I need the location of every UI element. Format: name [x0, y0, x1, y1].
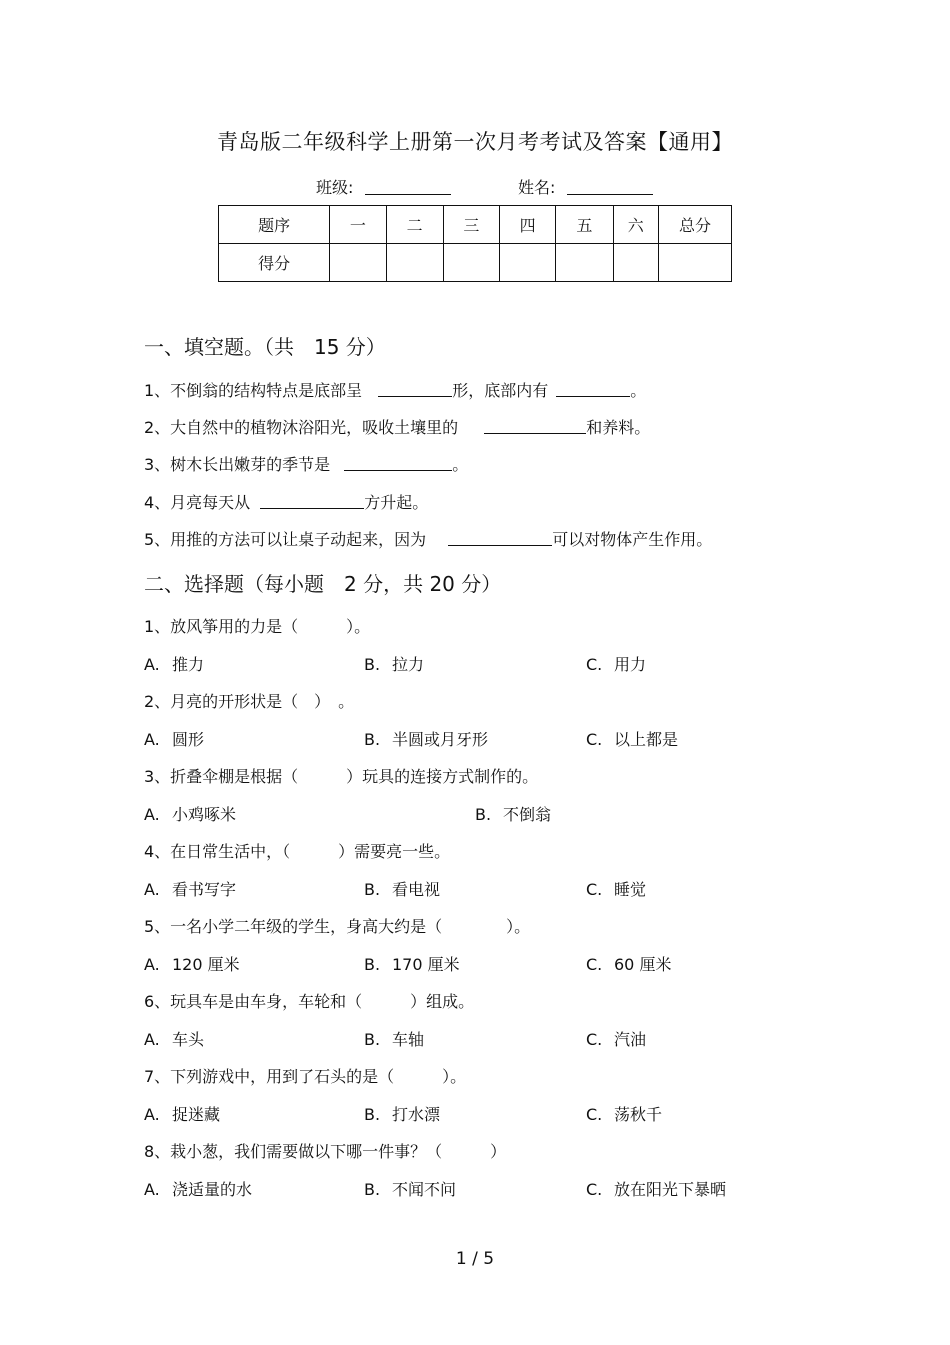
score-table-score-row	[219, 244, 732, 282]
option-key: C.	[586, 880, 603, 899]
score-cell[interactable]	[386, 244, 443, 282]
choice-option-b[interactable]	[364, 652, 424, 675]
score-row-label: 得分	[219, 244, 330, 282]
q2-text-b: 和养料。	[586, 418, 651, 437]
q2-blank[interactable]	[484, 418, 586, 434]
choice-option-c[interactable]	[586, 1027, 646, 1050]
option-text: 荡秋千	[614, 1105, 663, 1124]
q5-text-b: 可以对物体产生作用。	[552, 530, 713, 549]
option-key: B.	[364, 880, 381, 899]
choice-option-a[interactable]	[144, 802, 236, 825]
option-text: 汽油	[614, 1030, 647, 1049]
score-cell[interactable]	[659, 244, 732, 282]
option-text: 小鸡啄米	[172, 805, 237, 824]
option-text: 不倒翁	[503, 805, 552, 824]
name-label: 姓名:	[518, 178, 556, 197]
option-key: B.	[475, 805, 492, 824]
choice-option-b[interactable]	[364, 1027, 424, 1050]
choice-question-stem: 7、下列游戏中，用到了石头的是（ ）。	[144, 1067, 467, 1086]
q1-blank-2[interactable]	[556, 381, 630, 397]
name-blank[interactable]	[567, 178, 653, 195]
fill-question-5	[144, 527, 712, 550]
fill-question-1	[144, 378, 646, 401]
choice-option-a[interactable]	[144, 877, 236, 900]
score-cell[interactable]	[443, 244, 499, 282]
option-key: B.	[364, 1030, 381, 1049]
score-header-cell: 三	[443, 206, 499, 244]
q1-text-a: 1、不倒翁的结构特点是底部呈	[144, 381, 363, 400]
option-text: 打水漂	[392, 1105, 441, 1124]
option-key: B.	[364, 955, 381, 974]
option-key: A.	[144, 730, 160, 749]
option-key: A.	[144, 1105, 160, 1124]
option-text: 不闻不问	[392, 1180, 457, 1199]
fill-question-2	[144, 415, 650, 438]
option-text: 看书写字	[172, 880, 237, 899]
option-key: C.	[586, 1105, 603, 1124]
q1-text-b: 形，底部内有	[452, 381, 549, 400]
option-text: 半圆或月牙形	[392, 730, 489, 749]
option-text: 170 厘米	[392, 955, 460, 974]
choice-option-a[interactable]	[144, 652, 204, 675]
choice-option-c[interactable]	[586, 652, 646, 675]
class-blank[interactable]	[365, 178, 451, 195]
q3-text-b: 。	[452, 455, 469, 474]
q2-text-a: 2、大自然中的植物沐浴阳光，吸收土壤里的	[144, 418, 459, 437]
score-header-cell: 题序	[219, 206, 330, 244]
option-key: A.	[144, 1030, 160, 1049]
choice-question-stem: 3、折叠伞棚是根据（ ）玩具的连接方式制作的。	[144, 767, 539, 786]
option-text: 浇适量的水	[172, 1180, 253, 1199]
choice-question-stem: 6、玩具车是由车身，车轮和（ ）组成。	[144, 992, 475, 1011]
option-key: A.	[144, 955, 160, 974]
score-header-cell: 一	[330, 206, 386, 244]
choice-option-c[interactable]	[586, 1177, 726, 1200]
choice-option-a[interactable]	[144, 727, 204, 750]
fill-question-4	[144, 490, 428, 513]
page-number: 1 / 5	[455, 1249, 495, 1269]
option-text: 车轴	[392, 1030, 425, 1049]
option-text: 用力	[614, 655, 647, 674]
option-key: A.	[144, 1180, 160, 1199]
q4-text-b: 方升起。	[364, 493, 429, 512]
score-cell[interactable]	[500, 244, 556, 282]
choice-option-a[interactable]	[144, 1102, 220, 1125]
option-text: 拉力	[392, 655, 425, 674]
q5-blank[interactable]	[448, 530, 552, 546]
option-key: C.	[586, 1180, 603, 1199]
option-text: 睡觉	[614, 880, 647, 899]
option-text: 60 厘米	[614, 955, 672, 974]
choice-option-c[interactable]	[586, 727, 678, 750]
option-key: A.	[144, 655, 160, 674]
choice-option-b[interactable]	[364, 1102, 440, 1125]
name-field	[518, 175, 653, 198]
q4-text-a: 4、月亮每天从	[144, 493, 251, 512]
choice-option-a[interactable]	[144, 1177, 252, 1200]
choice-option-b[interactable]	[364, 727, 488, 750]
section1-heading: 一、填空题。（共 15 分）	[144, 335, 386, 359]
option-key: C.	[586, 730, 603, 749]
choice-option-b[interactable]	[364, 877, 440, 900]
option-key: C.	[586, 655, 603, 674]
choice-question-stem: 1、放风筝用的力是（ ）。	[144, 617, 371, 636]
choice-option-b[interactable]	[364, 952, 460, 975]
choice-option-a[interactable]	[144, 1027, 204, 1050]
document-title: 青岛版二年级科学上册第一次月考考试及答案【通用】	[217, 130, 733, 154]
score-table-header-row	[219, 206, 732, 244]
fill-question-3	[144, 452, 468, 475]
option-text: 车头	[172, 1030, 205, 1049]
score-header-cell: 总分	[659, 206, 732, 244]
score-cell[interactable]	[330, 244, 386, 282]
option-key: B.	[364, 1105, 381, 1124]
class-field	[316, 175, 451, 198]
choice-question-stem: 5、一名小学二年级的学生，身高大约是（ ）。	[144, 917, 531, 936]
option-key: B.	[364, 655, 381, 674]
option-text: 圆形	[172, 730, 205, 749]
option-text: 捉迷藏	[172, 1105, 221, 1124]
option-key: C.	[586, 955, 603, 974]
option-key: A.	[144, 880, 160, 899]
score-header-cell: 六	[613, 206, 658, 244]
score-header-cell: 五	[556, 206, 613, 244]
option-text: 120 厘米	[172, 955, 240, 974]
score-header-cell: 二	[386, 206, 443, 244]
option-key: B.	[364, 1180, 381, 1199]
option-key: C.	[586, 1030, 603, 1049]
choice-option-c[interactable]	[586, 952, 671, 975]
score-cell[interactable]	[556, 244, 613, 282]
choice-option-b[interactable]	[475, 802, 551, 825]
choice-option-c[interactable]	[586, 1102, 662, 1125]
q1-text-c: 。	[630, 381, 647, 400]
choice-question-stem: 8、栽小葱，我们需要做以下哪一件事？（ ）	[144, 1142, 507, 1161]
section2-heading: 二、选择题（每小题 2 分，共 20 分）	[144, 572, 502, 596]
choice-question-stem: 2、月亮的开形状是（ ） 。	[144, 692, 355, 711]
q1-blank-1[interactable]	[378, 381, 452, 397]
q5-text-a: 5、用推的方法可以让桌子动起来，因为	[144, 530, 427, 549]
option-text: 以上都是	[614, 730, 679, 749]
class-label: 班级:	[316, 178, 354, 197]
option-key: A.	[144, 805, 160, 824]
score-header-cell: 四	[500, 206, 556, 244]
q3-blank[interactable]	[344, 455, 452, 471]
option-text: 放在阳光下暴晒	[614, 1180, 727, 1199]
choice-question-stem: 4、在日常生活中，（ ）需要亮一些。	[144, 842, 451, 861]
score-cell[interactable]	[613, 244, 658, 282]
option-text: 看电视	[392, 880, 441, 899]
option-key: B.	[364, 730, 381, 749]
q4-blank[interactable]	[260, 493, 364, 509]
score-table	[218, 205, 732, 282]
q3-text-a: 3、树木长出嫩芽的季节是	[144, 455, 331, 474]
choice-option-b[interactable]	[364, 1177, 456, 1200]
choice-option-c[interactable]	[586, 877, 646, 900]
option-text: 推力	[172, 655, 205, 674]
choice-option-a[interactable]	[144, 952, 240, 975]
